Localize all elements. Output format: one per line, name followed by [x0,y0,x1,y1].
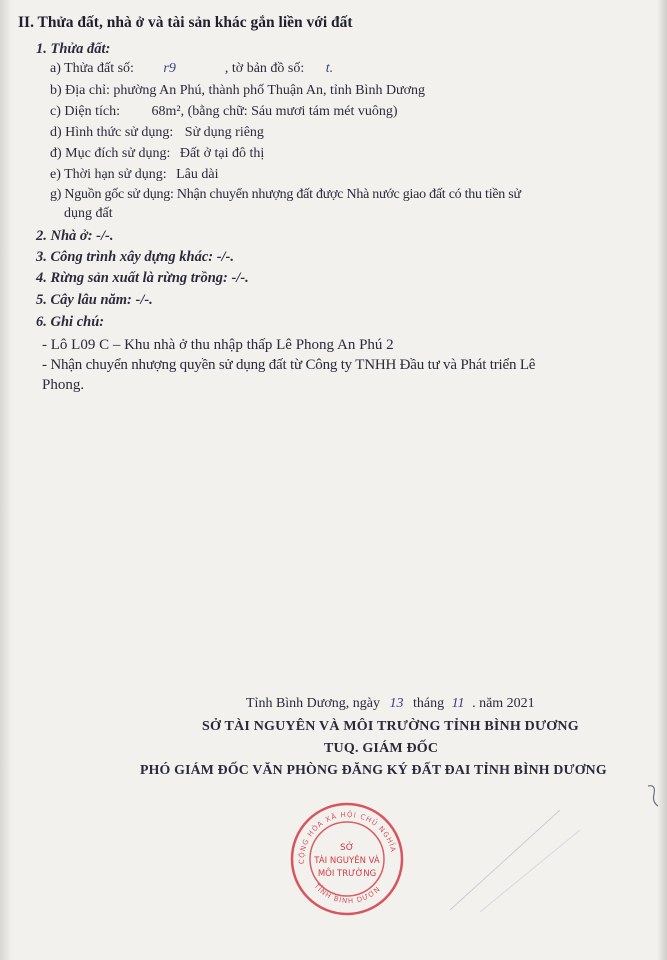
position-title: PHÓ GIÁM ĐỐC VĂN PHÒNG ĐĂNG KÝ ĐẤT ĐAI TỈNH BÌNH DƯƠNG [140,762,607,777]
perennial-item: 5. Cây lâu năm: -/-. [36,292,153,308]
place-date-row [246,696,535,712]
origin-line-2: dụng đất [64,206,113,221]
purpose-row [50,146,264,162]
term-label: e) Thời hạn sử dụng: [50,167,167,182]
on-behalf-label: TUQ. GIÁM ĐỐC [324,741,439,756]
use-form-row [50,125,264,141]
parcel-number: r9 [163,61,176,76]
official-stamp [288,800,406,918]
margin-mark [644,780,664,810]
address-line: b) Địa chỉ: phường An Phú, thành phố Thuận An, tỉnh Bình Dương [50,83,426,98]
date-day: 13 [389,696,404,711]
purpose-value: Đất ở tại đô thị [179,146,265,161]
land-heading: 1. Thửa đất: [36,41,111,57]
area-row [50,104,398,120]
use-form-value: Sử dụng riêng [184,125,264,140]
page-edge-shadow-left [0,0,12,960]
month-label: tháng [412,696,445,711]
parcel-row [50,61,333,77]
house-item: 2. Nhà ở: -/-. [36,228,114,244]
area-label: c) Diện tích: [50,104,120,119]
signature-scribble [440,800,600,920]
stamp-center-line-2: TÀI NGUYÊN VÀ [314,856,380,866]
stamp-center-line-3: MÔI TRƯỜNG [317,869,377,879]
area-value: 68m², (bằng chữ: Sáu mươi tám mét vuông) [151,104,398,119]
stamp-ring-top-text: CỘNG HÒA XÃ HỘI CHỦ NGHĨA [297,810,398,865]
term-value: Lâu dài [176,167,219,182]
stamp-center-line-1: SỞ [340,843,354,853]
date-month: 11 [451,696,465,711]
other-works-item: 3. Công trình xây dựng khác: -/-. [36,249,235,265]
term-row [50,167,218,183]
note-2-line-1: - Nhận chuyển nhượng quyền sử dụng đất từ Công ty TNHH Đầu tư và Phát triển Lê [42,357,536,373]
place-date-prefix: Tỉnh Bình Dương, ngày [246,696,380,711]
note-2-line-2: Phong. [42,377,85,393]
parcel-label: a) Thửa đất số: [50,61,134,76]
forest-item: 4. Rừng sản xuất là rừng trồng: -/-. [36,270,249,286]
year-text: . năm 2021 [472,696,535,711]
notes-heading: 6. Ghi chú: [36,314,105,330]
use-form-label: d) Hình thức sử dụng: [50,125,174,140]
map-label: , tờ bản đồ số: [224,61,305,76]
purpose-label: đ) Mục đích sử dụng: [50,146,171,161]
stamp-ring-bottom-text: TỈNH BÌNH DƯƠN [312,882,383,906]
stamp-seal-graphic [288,800,406,918]
origin-line-1: g) Nguồn gốc sử dụng: Nhận chuyển nhượng đất được Nhà nước giao đất có thu tiền sử [50,187,521,202]
svg-text:CỘNG HÒA XÃ HỘI CHỦ NGHĨA VIỆT [288,800,398,864]
map-number: t. [325,61,334,76]
page-edge-shadow-right [657,0,667,960]
section-title: II. Thửa đất, nhà ở và tài sản khác gắn liền với đất [18,14,353,31]
agency-name: SỞ TÀI NGUYÊN VÀ MÔI TRƯỜNG TỈNH BÌNH DƯƠNG [202,719,579,734]
note-1: - Lô L09 C – Khu nhà ở thu nhập thấp Lê Phong An Phú 2 [42,337,394,353]
